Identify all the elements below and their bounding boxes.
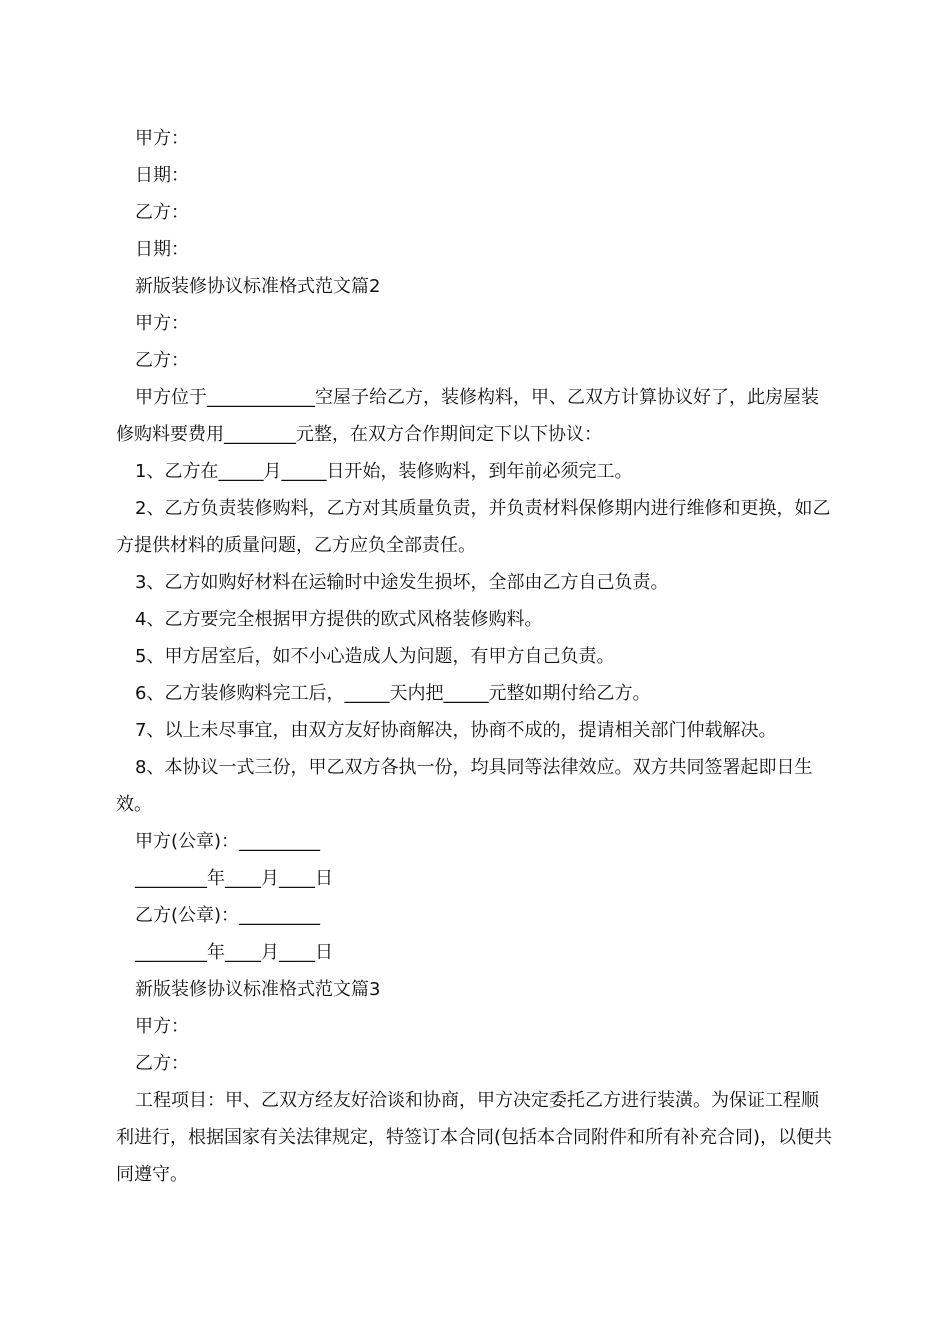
section-title: 新版装修协议标准格式范文篇2 — [135, 276, 381, 297]
party-b-seal-line: 乙方(公章)：_________ — [135, 905, 321, 926]
party-b-label: 乙方： — [135, 1053, 189, 1074]
signature-date-line: ________年____月____日 — [135, 868, 333, 889]
date-label: 日期： — [135, 239, 189, 260]
clause-2: 2、乙方负责装修购料，乙方对其质量负责，并负责材料保修期内进行维修和更换，如乙方提供材料的质量问题，乙方应负全部责任。 — [116, 498, 831, 556]
party-a-label: 甲方： — [135, 313, 189, 334]
party-b-label: 乙方： — [135, 350, 189, 371]
clause-8: 8、本协议一式三份，甲乙双方各执一份，均具同等法律效应。双方共同签署起即日生效。 — [116, 757, 813, 815]
clause-6: 6、乙方装修购料完工后，_____天内把_____元整如期付给乙方。 — [135, 683, 651, 704]
section-title: 新版装修协议标准格式范文篇3 — [135, 979, 381, 1000]
clause-1: 1、乙方在_____月_____日开始，装修购料，到年前必须完工。 — [135, 461, 633, 482]
project-paragraph: 工程项目：甲、乙双方经友好洽谈和协商，甲方决定委托乙方进行装潢。为保证工程顺利进行，根据国家有关法律规定，特签订本合同(包括本合同附件和所有补充合同)，以便共同遵守。 — [116, 1090, 833, 1185]
document-body — [116, 120, 836, 1193]
clause-3: 3、乙方如购好材料在运输时中途发生损坏，全部由乙方自己负责。 — [135, 572, 669, 593]
signature-date-line: ________年____月____日 — [135, 942, 333, 963]
clause-7: 7、以上未尽事宜，由双方友好协商解决，协商不成的，提请相关部门仲载解决。 — [135, 720, 777, 741]
clause-5: 5、甲方居室后，如不小心造成人为问题，有甲方自己负责。 — [135, 646, 615, 667]
date-label: 日期： — [135, 165, 189, 186]
party-a-label: 甲方： — [135, 1016, 189, 1037]
party-b-label: 乙方： — [135, 202, 189, 223]
intro-paragraph: 甲方位于____________空屋子给乙方，装修构料，甲、乙双方计算协议好了，此房屋装修购料要费用________元整，在双方合作期间定下以下协议： — [116, 387, 819, 445]
party-a-seal-line: 甲方(公章)：_________ — [135, 831, 321, 852]
clause-4: 4、乙方要完全根据甲方提供的欧式风格装修购料。 — [135, 609, 543, 630]
party-a-label: 甲方： — [135, 128, 189, 149]
